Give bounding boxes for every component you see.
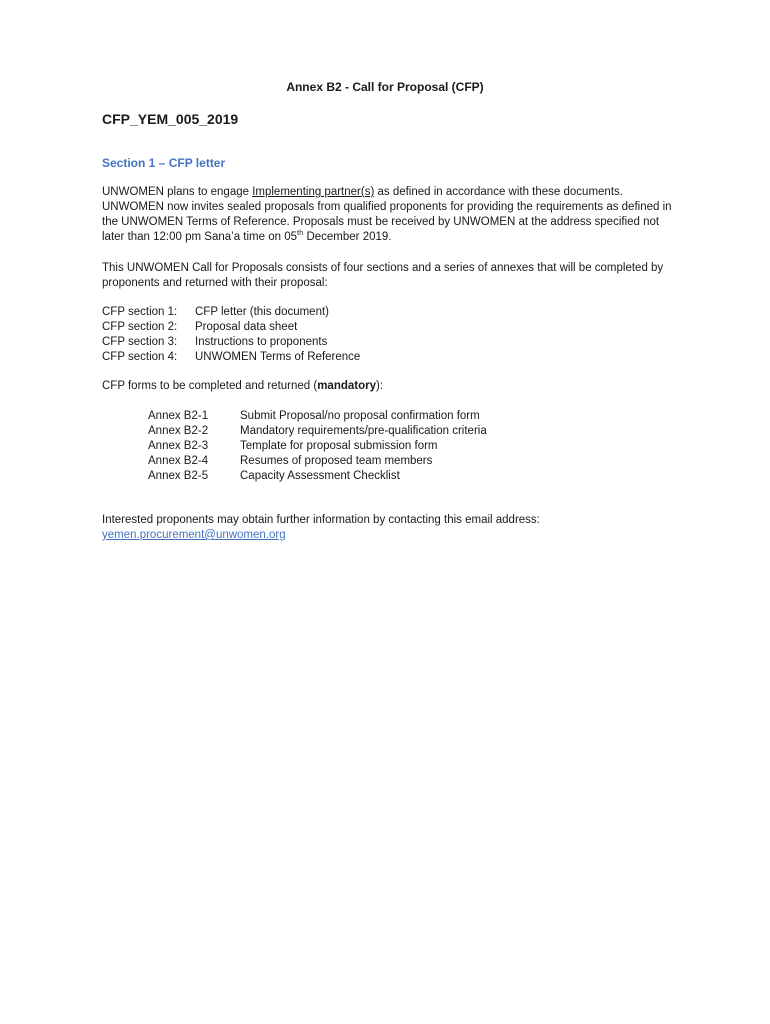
- cfp-section-label: CFP section 1:: [102, 306, 178, 318]
- forms-intro: [102, 379, 662, 394]
- section-1-heading: Section 1 – CFP letter: [102, 156, 226, 170]
- cfp-section-row: [102, 305, 662, 320]
- cfp-section-label: CFP section 2:: [102, 321, 178, 333]
- annex-title: Annex B2 - Call for Proposal (CFP): [286, 80, 484, 94]
- annex-label: Annex B2-5: [148, 470, 209, 482]
- forms-intro-suffix: ):: [376, 380, 384, 392]
- annex-label: Annex B2-2: [148, 425, 209, 437]
- cfp-section-row: [102, 335, 662, 350]
- cfp-section-value: UNWOMEN Terms of Reference: [195, 351, 361, 363]
- sections-intro-paragraph: This UNWOMEN Call for Proposals consists of four sections and a series of annexes that will be completed by proponents and returned with their proposal:: [102, 262, 664, 289]
- forms-intro-prefix: CFP forms to be completed and returned (: [102, 380, 318, 392]
- cfp-section-label: CFP section 3:: [102, 336, 178, 348]
- annex-description: Mandatory requirements/pre-qualification criteria: [240, 425, 487, 437]
- mandatory-label: mandatory: [317, 380, 376, 392]
- cfp-sections-list: [102, 305, 662, 365]
- annex-row: [148, 469, 668, 484]
- annex-description: Capacity Assessment Checklist: [240, 470, 400, 482]
- annex-description: Resumes of proposed team members: [240, 455, 433, 467]
- ordinal-suffix: th: [297, 228, 304, 238]
- annex-row: [148, 454, 668, 469]
- annex-forms-list: [148, 409, 668, 484]
- intro-text-part1: UNWOMEN plans to engage: [102, 186, 253, 198]
- annex-label: Annex B2-3: [148, 440, 209, 452]
- annex-description: Template for proposal submission form: [240, 440, 438, 452]
- intro-text-part3: December 2019.: [303, 231, 392, 243]
- annex-row: [148, 424, 668, 439]
- annex-row: [148, 439, 668, 454]
- contact-block: [102, 513, 682, 543]
- cfp-section-value: CFP letter (this document): [195, 306, 330, 318]
- annex-label: Annex B2-4: [148, 455, 209, 467]
- cfp-section-value: Instructions to proponents: [195, 336, 328, 348]
- cfp-section-row: [102, 350, 662, 365]
- intro-text-part2: as defined in accordance with these documents. UNWOMEN now invites sealed proposals from qualified proponents for providing the requirements as defined in the UNWOMEN Terms of Reference. Proposals must be received by UNWOMEN at the address specified not later than 12:00 pm Sana’a time on 05: [102, 186, 672, 243]
- cfp-reference-code: CFP_YEM_005_2019: [102, 111, 239, 127]
- annex-description: Submit Proposal/no proposal confirmation form: [240, 410, 480, 422]
- implementing-partner-term: Implementing partner(s): [252, 186, 375, 198]
- cfp-section-label: CFP section 4:: [102, 351, 178, 363]
- contact-text: Interested proponents may obtain further information by contacting this email address:: [102, 514, 540, 526]
- annex-label: Annex B2-1: [148, 410, 209, 422]
- cfp-section-value: Proposal data sheet: [195, 321, 298, 333]
- cfp-section-row: [102, 320, 662, 335]
- procurement-email-link[interactable]: yemen.procurement@unwomen.org: [102, 529, 286, 541]
- intro-paragraph: [102, 185, 682, 245]
- annex-row: [148, 409, 668, 424]
